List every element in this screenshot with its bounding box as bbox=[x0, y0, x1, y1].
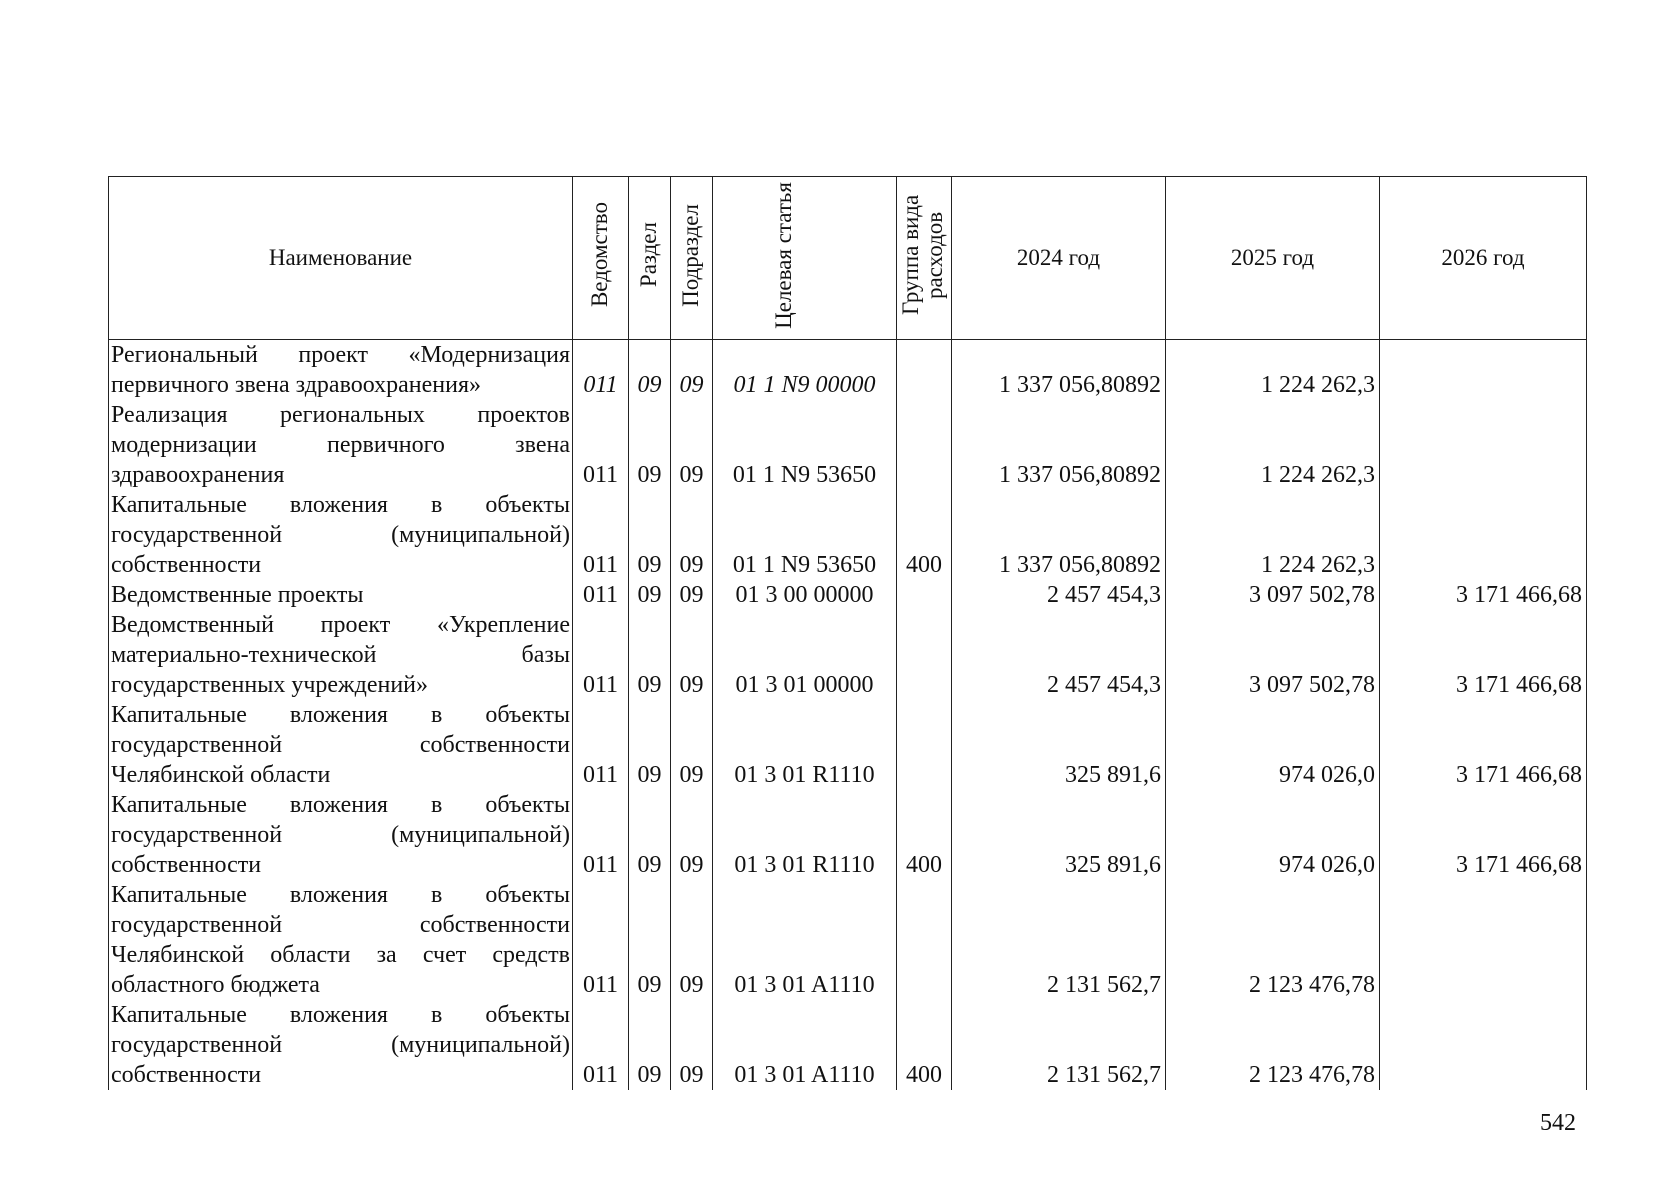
budget-table bbox=[108, 176, 1587, 1090]
cell-2026 bbox=[1380, 490, 1587, 580]
cell-2024: 1 337 056,80892 bbox=[952, 400, 1166, 490]
cell-dept: 011 bbox=[573, 880, 629, 1000]
table-row bbox=[109, 700, 1587, 790]
cell-section: 09 bbox=[629, 610, 671, 700]
header-2026: 2026 год bbox=[1380, 177, 1587, 340]
cell-dept: 011 bbox=[573, 490, 629, 580]
table-row bbox=[109, 610, 1587, 700]
cell-dept: 011 bbox=[573, 580, 629, 610]
cell-target: 01 1 N9 53650 bbox=[713, 490, 897, 580]
cell-2025: 974 026,0 bbox=[1166, 790, 1380, 880]
cell-2026 bbox=[1380, 1000, 1587, 1090]
page-number: 542 bbox=[1540, 1110, 1576, 1136]
cell-dept: 011 bbox=[573, 790, 629, 880]
table-row bbox=[109, 880, 1587, 1000]
cell-subsection: 09 bbox=[671, 580, 713, 610]
cell-group bbox=[897, 700, 952, 790]
cell-2024: 1 337 056,80892 bbox=[952, 340, 1166, 401]
header-subsection: Подраздел bbox=[671, 177, 713, 340]
cell-subsection: 09 bbox=[671, 700, 713, 790]
cell-subsection: 09 bbox=[671, 340, 713, 401]
cell-dept: 011 bbox=[573, 1000, 629, 1090]
cell-group bbox=[897, 580, 952, 610]
cell-target: 01 3 01 R1110 bbox=[713, 790, 897, 880]
cell-dept: 011 bbox=[573, 610, 629, 700]
cell-2024: 2 131 562,7 bbox=[952, 880, 1166, 1000]
table-body bbox=[109, 340, 1587, 1091]
cell-2025: 3 097 502,78 bbox=[1166, 580, 1380, 610]
cell-target: 01 1 N9 53650 bbox=[713, 400, 897, 490]
table-row bbox=[109, 340, 1587, 401]
cell-2026: 3 171 466,68 bbox=[1380, 700, 1587, 790]
header-2025: 2025 год bbox=[1166, 177, 1380, 340]
header-section: Раздел bbox=[629, 177, 671, 340]
cell-target: 01 3 01 00000 bbox=[713, 610, 897, 700]
cell-2026: 3 171 466,68 bbox=[1380, 790, 1587, 880]
cell-target: 01 3 01 A1110 bbox=[713, 1000, 897, 1090]
cell-2025: 1 224 262,3 bbox=[1166, 400, 1380, 490]
header-name: Наименование bbox=[109, 177, 573, 340]
header-group: Группа вида расходов bbox=[897, 177, 952, 340]
cell-name: Региональный проект «Модернизация первичного звена здравоохранения» bbox=[109, 340, 573, 401]
cell-target: 01 1 N9 00000 bbox=[713, 340, 897, 401]
cell-2025: 1 224 262,3 bbox=[1166, 340, 1380, 401]
cell-section: 09 bbox=[629, 490, 671, 580]
cell-subsection: 09 bbox=[671, 880, 713, 1000]
cell-name: Капитальные вложения в объекты государственной (муниципальной) собственности bbox=[109, 490, 573, 580]
cell-group: 400 bbox=[897, 790, 952, 880]
table-row bbox=[109, 790, 1587, 880]
cell-section: 09 bbox=[629, 790, 671, 880]
cell-target: 01 3 01 R1110 bbox=[713, 700, 897, 790]
cell-2025: 3 097 502,78 bbox=[1166, 610, 1380, 700]
cell-name: Реализация региональных проектов модернизации первичного звена здравоохранения bbox=[109, 400, 573, 490]
table-row bbox=[109, 400, 1587, 490]
table-header-row bbox=[109, 177, 1587, 340]
cell-target: 01 3 01 A1110 bbox=[713, 880, 897, 1000]
cell-section: 09 bbox=[629, 700, 671, 790]
cell-2026 bbox=[1380, 880, 1587, 1000]
cell-subsection: 09 bbox=[671, 790, 713, 880]
cell-subsection: 09 bbox=[671, 1000, 713, 1090]
cell-2025: 974 026,0 bbox=[1166, 700, 1380, 790]
table-row bbox=[109, 580, 1587, 610]
cell-2026: 3 171 466,68 bbox=[1380, 580, 1587, 610]
cell-2025: 1 224 262,3 bbox=[1166, 490, 1380, 580]
cell-dept: 011 bbox=[573, 400, 629, 490]
cell-2025: 2 123 476,78 bbox=[1166, 1000, 1380, 1090]
budget-table-container bbox=[108, 176, 1586, 1090]
cell-2025: 2 123 476,78 bbox=[1166, 880, 1380, 1000]
cell-2026 bbox=[1380, 400, 1587, 490]
cell-2026 bbox=[1380, 340, 1587, 401]
cell-target: 01 3 00 00000 bbox=[713, 580, 897, 610]
cell-name: Ведомственный проект «Укрепление материально-технической базы государственных учреждений» bbox=[109, 610, 573, 700]
cell-section: 09 bbox=[629, 580, 671, 610]
cell-group bbox=[897, 400, 952, 490]
cell-2024: 2 131 562,7 bbox=[952, 1000, 1166, 1090]
cell-section: 09 bbox=[629, 340, 671, 401]
cell-2026: 3 171 466,68 bbox=[1380, 610, 1587, 700]
cell-name: Капитальные вложения в объекты государственной (муниципальной) собственности bbox=[109, 1000, 573, 1090]
table-row bbox=[109, 1000, 1587, 1090]
cell-2024: 2 457 454,3 bbox=[952, 610, 1166, 700]
cell-group bbox=[897, 340, 952, 401]
cell-2024: 1 337 056,80892 bbox=[952, 490, 1166, 580]
cell-dept: 011 bbox=[573, 700, 629, 790]
cell-subsection: 09 bbox=[671, 610, 713, 700]
cell-subsection: 09 bbox=[671, 400, 713, 490]
cell-name: Капитальные вложения в объекты государственной собственности Челябинской области за счет средств областного бюджета bbox=[109, 880, 573, 1000]
table-row bbox=[109, 490, 1587, 580]
cell-group bbox=[897, 610, 952, 700]
cell-group bbox=[897, 880, 952, 1000]
cell-name: Капитальные вложения в объекты государственной (муниципальной) собственности bbox=[109, 790, 573, 880]
cell-group: 400 bbox=[897, 490, 952, 580]
cell-2024: 325 891,6 bbox=[952, 790, 1166, 880]
header-2024: 2024 год bbox=[952, 177, 1166, 340]
cell-section: 09 bbox=[629, 1000, 671, 1090]
cell-name: Ведомственные проекты bbox=[109, 580, 573, 610]
header-dept: Ведомство bbox=[573, 177, 629, 340]
cell-2024: 325 891,6 bbox=[952, 700, 1166, 790]
cell-dept: 011 bbox=[573, 340, 629, 401]
cell-2024: 2 457 454,3 bbox=[952, 580, 1166, 610]
cell-name: Капитальные вложения в объекты государственной собственности Челябинской области bbox=[109, 700, 573, 790]
cell-subsection: 09 bbox=[671, 490, 713, 580]
cell-group: 400 bbox=[897, 1000, 952, 1090]
header-target: Целевая статья bbox=[713, 177, 897, 340]
cell-section: 09 bbox=[629, 880, 671, 1000]
cell-section: 09 bbox=[629, 400, 671, 490]
